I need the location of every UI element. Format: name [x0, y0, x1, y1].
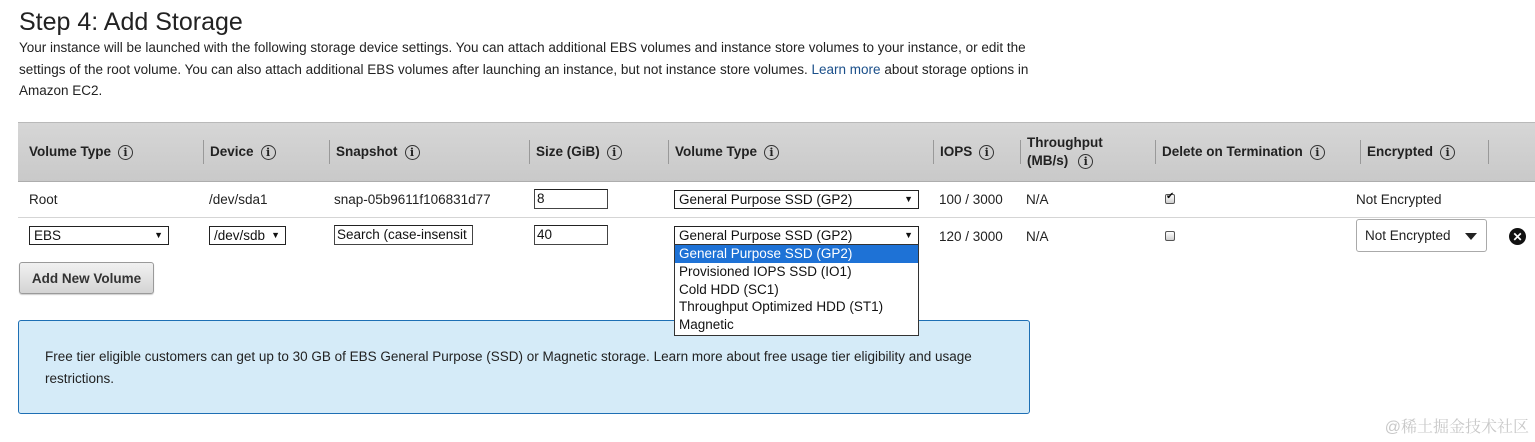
add-new-volume-button[interactable]: Add New Volume [19, 262, 154, 294]
throughput-value: N/A [1026, 228, 1049, 244]
learn-more-free-tier-link[interactable]: Learn more [653, 349, 723, 364]
learn-more-storage-link[interactable]: Learn more [811, 61, 881, 77]
page-description [19, 37, 1029, 102]
header-delete-on-termination: Delete on Termination i [1162, 123, 1325, 181]
header-encrypted: Encrypted i [1367, 123, 1455, 181]
description-text: Your instance will be launched with the following storage device settings. You can attach additional EBS volumes and instance store volumes to your instance, or edit the settings of the root volume. You can also attach additional EBS volumes after launching an instance, but not instance store volumes. [19, 40, 1026, 77]
info-icon[interactable]: i [118, 145, 133, 160]
dropdown-arrow-icon: ▼ [271, 230, 280, 240]
dropdown-option[interactable]: Magnetic [679, 317, 734, 333]
header-ebs-volume-type: Volume Type i [675, 123, 779, 181]
watermark: @稀土掘金技术社区 [1384, 419, 1529, 436]
remove-volume-icon[interactable]: ✕ [1509, 228, 1526, 245]
storage-table-header [18, 122, 1535, 182]
ebs-volume-type-select[interactable]: General Purpose SSD (GP2) ▼ [674, 226, 919, 245]
snapshot-search-input[interactable]: Search (case-insensit [334, 225, 473, 245]
encrypted-value: Not Encrypted [1356, 191, 1442, 207]
caret-down-icon [1465, 233, 1477, 240]
header-device: Device i [210, 123, 276, 181]
header-snapshot: Snapshot i [336, 123, 420, 181]
dropdown-arrow-icon: ▼ [154, 230, 163, 240]
info-icon[interactable]: i [1310, 145, 1325, 160]
device-value: /dev/sda1 [209, 191, 268, 207]
free-tier-info-text: Free tier eligible customers can get up to 30 GB of EBS General Purpose (SSD) or Magnetic storage. Learn more about free usage tier eligibility and usage restrictions. [45, 349, 972, 386]
encryption-select[interactable]: Not Encrypted [1356, 219, 1487, 252]
delete-on-termination-checkbox[interactable] [1165, 194, 1175, 204]
page-title: Step 4: Add Storage [19, 8, 243, 36]
info-icon[interactable]: i [979, 145, 994, 160]
dropdown-option[interactable]: Throughput Optimized HDD (ST1) [679, 299, 884, 315]
info-icon[interactable]: i [764, 145, 779, 160]
device-select[interactable]: /dev/sdb ▼ [209, 226, 286, 245]
dropdown-arrow-icon: ▼ [904, 230, 913, 240]
ebs-volume-type-select[interactable]: General Purpose SSD (GP2) ▼ [674, 190, 919, 209]
volume-type-select[interactable]: EBS ▼ [29, 226, 169, 245]
info-icon[interactable]: i [1078, 154, 1093, 169]
dropdown-arrow-icon: ▼ [904, 194, 913, 204]
size-input[interactable]: 8 [534, 189, 608, 209]
size-input[interactable]: 40 [534, 225, 608, 245]
description-text-end: about storage options in Amazon EC2. [19, 61, 1029, 98]
table-row [18, 181, 1535, 218]
header-throughput: Throughput (MB/s) i [1027, 123, 1103, 181]
delete-on-termination-checkbox[interactable] [1165, 231, 1175, 241]
throughput-value: N/A [1026, 191, 1049, 207]
info-icon[interactable]: i [607, 145, 622, 160]
dropdown-option[interactable]: General Purpose SSD (GP2) [675, 245, 918, 263]
header-size: Size (GiB) i [536, 123, 622, 181]
dropdown-option[interactable]: Cold HDD (SC1) [679, 281, 779, 297]
volume-type-dropdown-list [674, 244, 919, 336]
snapshot-value: snap-05b9611f106831d77 [334, 191, 491, 207]
info-icon[interactable]: i [1440, 145, 1455, 160]
info-icon[interactable]: i [261, 145, 276, 160]
header-volume-type: Volume Type i [29, 123, 133, 181]
volume-type-value: Root [29, 191, 58, 207]
iops-value: 120 / 3000 [939, 228, 1003, 244]
header-iops: IOPS i [940, 123, 994, 181]
iops-value: 100 / 3000 [939, 191, 1003, 207]
info-icon[interactable]: i [405, 145, 420, 160]
dropdown-option[interactable]: Provisioned IOPS SSD (IO1) [679, 263, 852, 279]
